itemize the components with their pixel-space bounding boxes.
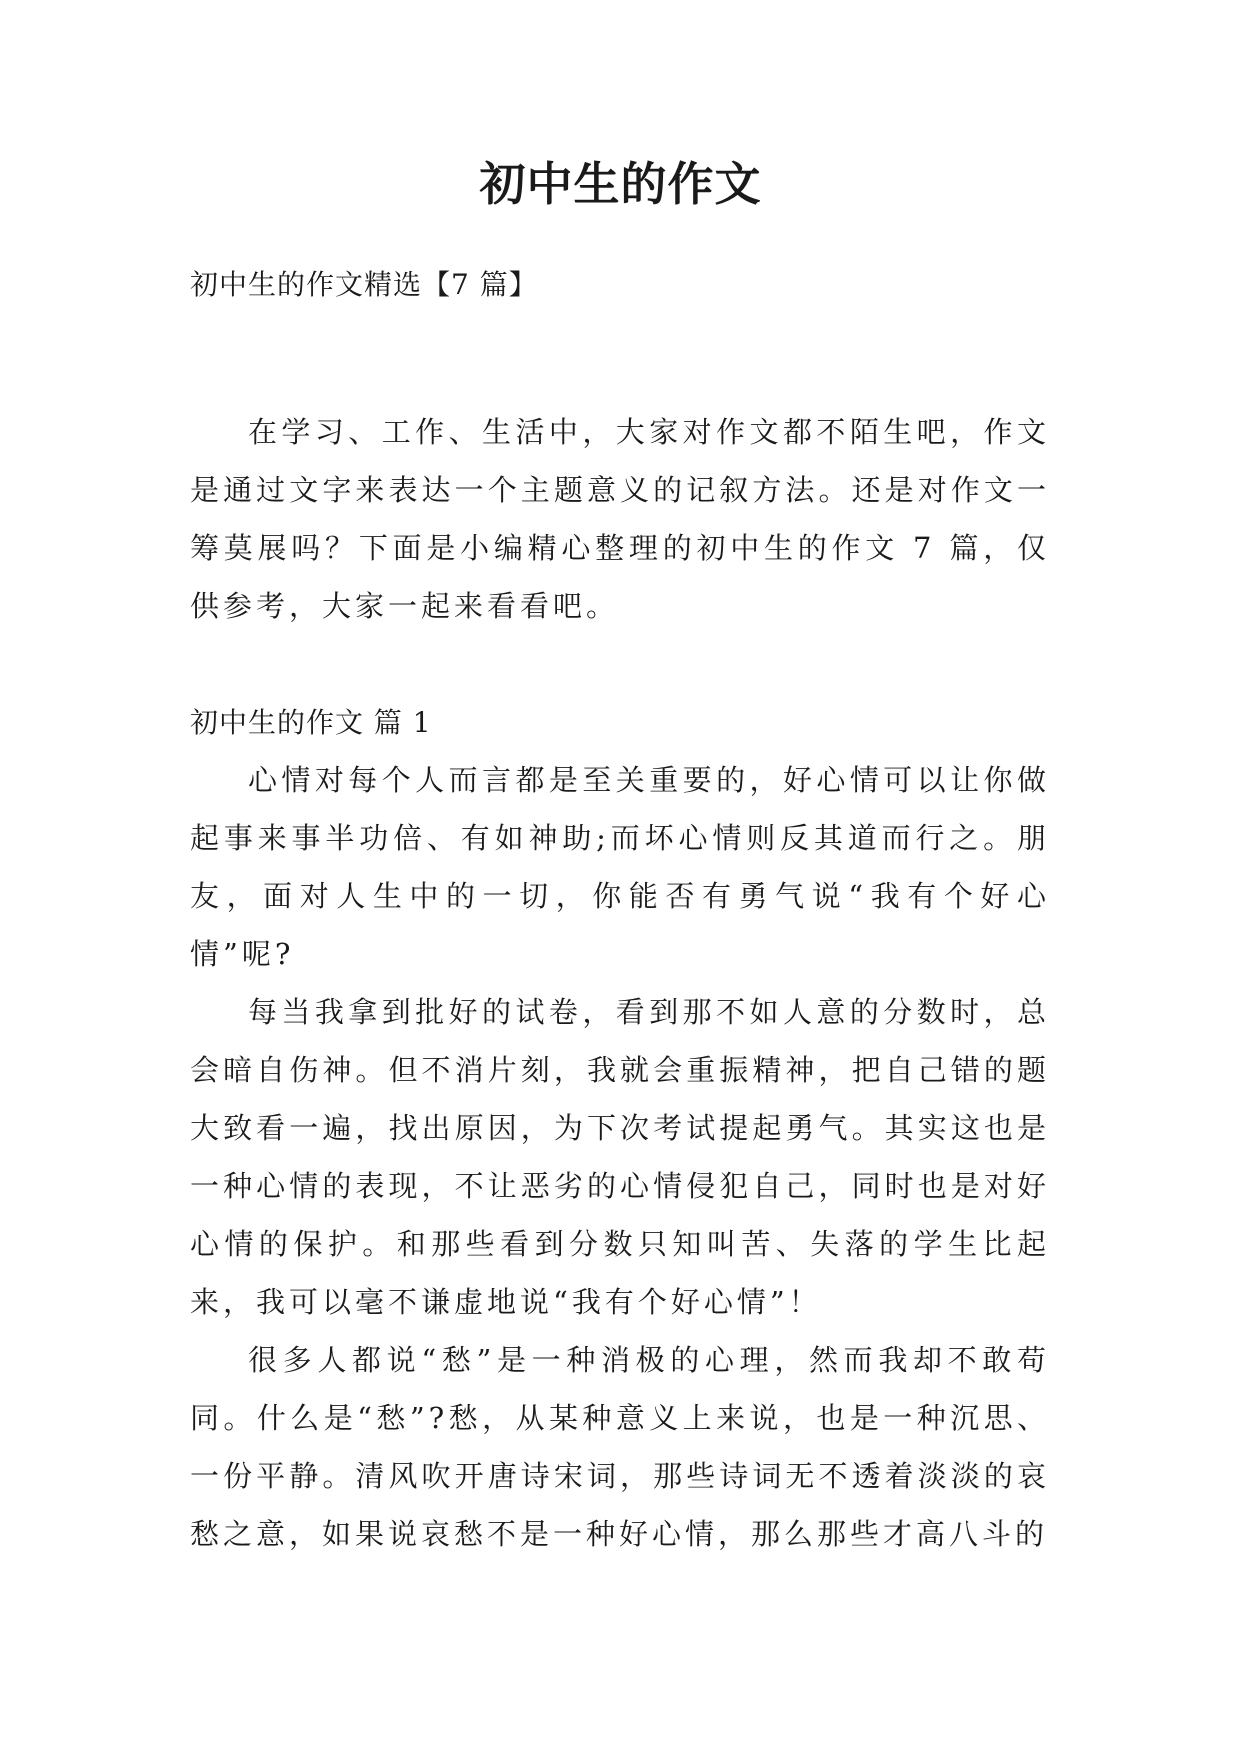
- intro-paragraph: 在学习、工作、生活中，大家对作文都不陌生吧，作文是通过文字来表达一个主题意义的记叙方法。还是对作文一筹莫展吗？下面是小编精心整理的初中生的作文 7 篇，仅供参考，大家一起来看看吧。: [190, 415, 1050, 623]
- document-title: 初中生的作文: [479, 157, 762, 211]
- essay-body: [190, 751, 1050, 1563]
- essay-paragraph-1: 心情对每个人而言都是至关重要的，好心情可以让你做起事来事半功倍、有如神助;而坏心情则反其道而行之。朋友，面对人生中的一切，你能否有勇气说“我有个好心情”呢?: [190, 763, 1050, 971]
- document-subtitle: 初中生的作文精选【7 篇】: [190, 268, 538, 301]
- section-heading: 初中生的作文 篇 1: [190, 706, 432, 739]
- essay-paragraph-3: 很多人都说“愁”是一种消极的心理，然而我却不敢苟同。什么是“愁”?愁，从某种意义上来说，也是一种沉思、一份平静。清风吹开唐诗宋词，那些诗词无不透着淡淡的哀愁之意，如果说哀愁不是一种好心情，那么那些才高八斗的: [190, 1343, 1050, 1551]
- essay-paragraph-2: 每当我拿到批好的试卷，看到那不如人意的分数时，总会暗自伤神。但不消片刻，我就会重振精神，把自己错的题大致看一遍，找出原因，为下次考试提起勇气。其实这也是一种心情的表现，不让恶劣的心情侵犯自己，同时也是对好心情的保护。和那些看到分数只知叫苦、失落的学生比起来，我可以毫不谦虚地说“我有个好心情”！: [190, 995, 1050, 1319]
- intro-block: [190, 403, 1050, 635]
